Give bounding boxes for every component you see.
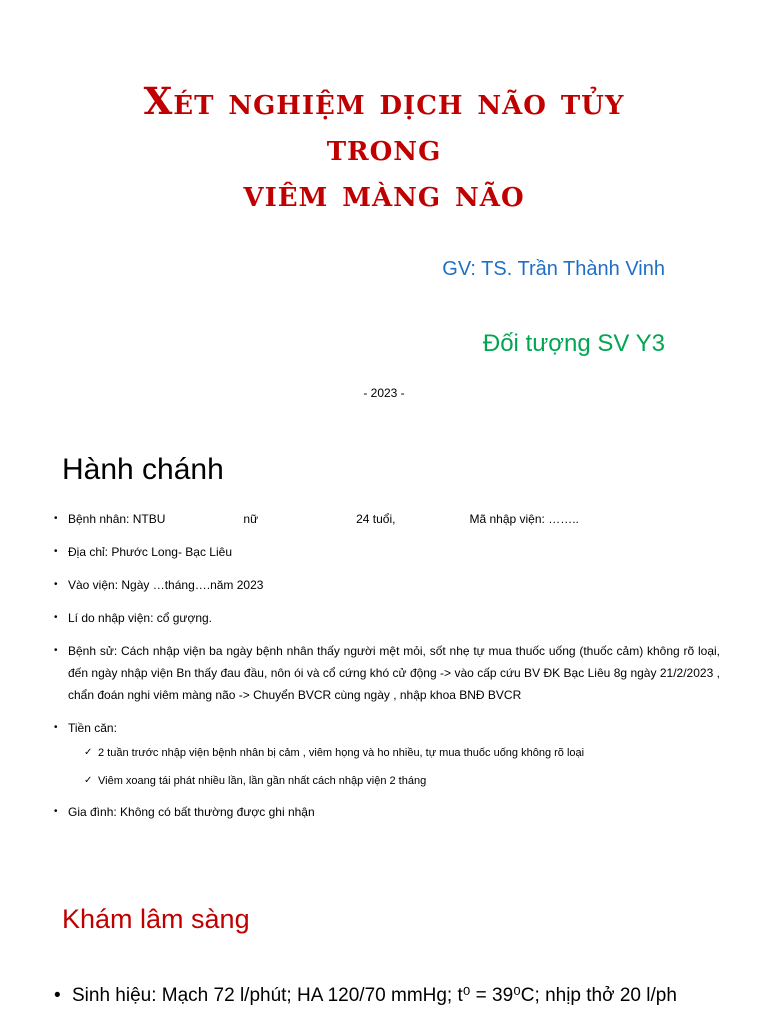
patient-name: Bệnh nhân: NTBU — [68, 512, 166, 526]
admin-info-list — [52, 508, 720, 834]
admission-reason-item: • Lí do nhập viện: cổ gượng. — [52, 607, 720, 629]
target-audience: Đối tượng SV Y3 — [482, 330, 665, 357]
past-history-item — [52, 717, 720, 789]
patient-info-item — [52, 508, 720, 530]
patient-sex: nữ — [243, 512, 259, 526]
document-title — [0, 78, 768, 216]
admin-section-heading: Hành chánh — [62, 453, 224, 486]
family-history-item: • Gia đình: Không có bất thường được ghi nhận — [52, 801, 720, 823]
admission-date-item: • Vào viện: Ngày …tháng….năm 2023 — [52, 574, 720, 596]
vital-signs-item: • Sinh hiệu: Mạch 72 l/phút; HA 120/70 mmHg; t⁰ = 39⁰C; nhịp thở 20 l/ph — [52, 982, 740, 1009]
past-history-entry: ✓ 2 tuần trước nhập viện bệnh nhân bị cảm , viêm họng và ho nhiều, tự mua thuốc uống không rõ loại — [84, 745, 720, 761]
past-history-entry: ✓ Viêm xoang tái phát nhiều lần, lần gần nhất cách nhập viện 2 tháng — [84, 773, 720, 789]
title-line-1: Xét nghiệm dịch não tủy — [143, 79, 625, 123]
lecturer-name: GV: TS. Trần Thành Vinh — [442, 258, 665, 280]
address-item: • Địa chỉ: Phước Long- Bạc Liêu — [52, 541, 720, 563]
title-line-3: viêm màng não — [243, 171, 525, 215]
exam-section-heading: Khám lâm sàng — [62, 904, 250, 934]
year-label: - 2023 - — [363, 386, 405, 400]
patient-age: 24 tuổi, — [356, 512, 396, 526]
past-history-list — [68, 745, 720, 789]
medical-history-item: • Bệnh sử: Cách nhập viện ba ngày bệnh nhân thấy người mệt mỏi, sốt nhẹ tự mua thuốc uống (thuốc cảm) không rõ loại, đến ngày nhập viện Bn thấy đau đầu, nôn ói và cổ cứng khó cử động -> vào cấp cứu BV ĐK Bạc Liêu 8g ngày 21/2/2023 , chẩn đoán nghi viêm màng não -> Chuyển BVCR cùng ngày , nhập khoa BNĐ BVCR — [52, 640, 720, 706]
admission-code: Mã nhập viện: …….. — [469, 512, 579, 526]
past-history-label: Tiền căn: — [68, 721, 117, 735]
title-line-2: trong — [326, 125, 442, 169]
